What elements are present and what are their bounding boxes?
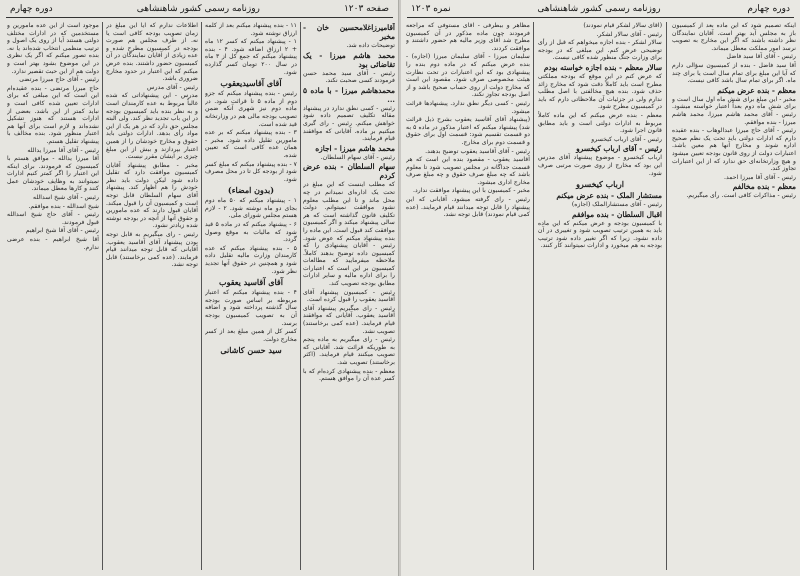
speaker-line: معظم - بنده عرض میکنم <box>717 85 796 95</box>
paragraph: ۱ - پیشنهاد میکنم که ۵۰ ماه دوم بجای دو ماه نوشته شود. ۲ - لازم هستم مجلس شورای ملی. <box>205 197 297 220</box>
paragraph: آقاسید یعقوب - مقصود بنده این است که هر قسمت جداگانه در مجلس تصویب شود تا معلوم باشد که چه مبلغ صرف حقوق و چه مبلغ صرف مخارج اداری میشود. <box>406 156 530 186</box>
paragraph: رئیس - آقای حاج میرزا مرتضی <box>19 76 99 84</box>
column-rule <box>102 22 103 570</box>
paragraph: رئیس - آقای حاج شیخ اسدالله قبول فرمودند. <box>7 211 99 226</box>
paragraph: رئیس - آقای سهام السلطان. <box>320 153 395 161</box>
paragraph: آقا میرزا یدالله - موافق هستم با کمیسیون که فرمودند. برای اینکه این اعتبار را اگر کمتر کنیم ادارات نمیتوانند به وظایف خودشان عمل کنند و کارها معطل میماند. <box>7 155 99 193</box>
newspaper-title: روزنامه رسمی کشور شاهنشاهی <box>537 4 661 14</box>
speaker-line: معظم - بنده مخالفم <box>732 182 796 192</box>
paragraph: رئیس - رای میگیریم پیشنهاد آقای آقاسید یعقوب. آقایانی که موافقند قیام فرمایند. (عده کمی برخاستند) تصویب نشد. <box>303 304 395 335</box>
right-col-3 <box>406 22 530 572</box>
paragraph: ۱۱ - بنده پیشنهاد میکنم بعد از کلمه ارزاق نوشته شود. <box>205 22 297 37</box>
page-number: صفحه ۱۲۰۳ <box>343 4 389 14</box>
paragraph: معظم - بنده پیشنهادی کرده‌ام که با کسر عدة آن را موافق هستم. <box>303 367 395 383</box>
issue-label: دوره چهارم <box>10 4 53 14</box>
speaker-line: سالار معظم - بنده اجازه خواسته بودم <box>543 62 662 72</box>
paragraph: موجود است از این عده مامورین و مستخدمین که در ادارات مختلف دولتی هستند آیا از روی یک اصول و ترتیب منظمی انتخاب شده‌اند یا نه. بنده تصور میکنم که اگر یک نظری در این موضوع بشود بهتر است و دولت هم از این حیث تقصیر ندارد. <box>7 22 99 75</box>
column-rule <box>666 22 667 570</box>
paragraph: معظم - بنده عرض میکنم که این ماده کاملاً مربوط به ادارات دولتی است و باید مطابق قانون اجرا شود. <box>538 111 662 135</box>
right-col-1 <box>672 22 796 572</box>
paragraph: اینکه تصمیم شود که این ماده بعد از کمیسیون باز به مجلس آید بهتر است. آقایان نمایندگان نظر داشته باشند که اگر این مخارج به تصویب نرسد امور مملکت معطل میماند. <box>672 22 796 52</box>
left-col-4 <box>7 22 99 572</box>
paragraph: رئیس - رای میگیریم به ماده پنجم به طوریکه قرائت شد. آقایانی که تصویب میکنند قیام فرمایند. (اکثر برخاستند) تصویب شد. <box>303 336 395 366</box>
right-page-header <box>407 3 794 18</box>
paragraph: آقا شیخ ابراهیم - بنده عرضی ندارم. <box>7 236 99 251</box>
paragraph: رئیس - بنده پیشنهاد میکنم که جزو دوم از ماده ۵ تا قرائت شود. در ماده دوم نیز شهری آنکه ضمن تصویب بودجه مالی هم در وزارتخانه قید شده است. <box>205 90 297 128</box>
paragraph: کسر کل از همین مبلغ بعد از کسر مخارج دولت. <box>205 328 297 343</box>
right-col-2 <box>538 22 662 572</box>
paragraph: رئیس - آقای شیخ اسدالله <box>33 194 99 202</box>
speaker-line: سهام السلطان - بنده عرض کردم <box>303 162 395 181</box>
paragraph: آقا سید فاضل - بنده از کمیسیون سؤالی دارم که آیا این مبلغ برای تمام سال است یا برای چند ماه. اگر برای تمام سال باشد کافی نیست. <box>672 61 796 85</box>
paragraph: رئیس - مذاکرات کافی است. رأی میگیریم. <box>686 192 796 200</box>
paragraph: ۱ - پیشنهاد میکنم که کسر ۱۲ ماه + ۲ ارزاق اضافه شود. ۴ - بنده پیشنهاد میکنم که جمع کل از ۳ ماه در سال ۲۰۰ تومان کسر گذارده شود. <box>205 38 297 76</box>
paragraph: حاج میرزا مرتضی - بنده عقیده‌ام این است که این مبلغی که برای ادارات تعیین شده کافی است و نباید کمتر از این باشد. بعضی از ادارات هستند که هنوز تشکیل نشده‌اند و لازم است برای آنها هم اعتبار منظور شود. بنده مخالف با پیشنهاد تقلیل هستم. <box>7 84 99 145</box>
speaker-line: محمدهاشم میرزا - با ماده ۵ ... <box>303 85 395 104</box>
paragraph: ۴ - بنده پیشنهاد میکنم که اعتبار مربوطه بر اساس صورت بودجه سال گذشته پرداخته شود و اضافه آن به تصویب کمیسیون بودجه برسد. <box>205 289 297 327</box>
issue-label: دوره چهارم <box>747 4 790 14</box>
paragraph: رئیس - آقای سالار لشکر. <box>596 30 662 38</box>
paragraph: رئیس - آقای سید محمد حسن فرمودند کسی صحبت نکند. <box>303 69 395 85</box>
paragraph: با کمیسیون بودجه و عرض میکنم که این ماده باید به همین ترتیب تصویب شود و تغییری در آن داده نشود. زیرا که اگر تغییر داده شود ترتیب بودجه به هم میخورد و ادارات نمیتوانند کار کنند. <box>538 219 662 250</box>
paragraph: مخبر - این مبلغ برای شش ماه اول سال است و برای شش ماه دوم بعداً اعتبار خواسته میشود. رئیس - آقای محمد هاشم میرزا. محمد هاشم میرزا - بنده موافقم. <box>672 95 796 126</box>
column-rule <box>300 22 301 570</box>
paragraph: مدرس - این پیشنهاداتی که شده غالباً مربوط به عده کارمندان است و به نظر بنده باید کمیسیون بودجه در این باب تجدید نظر کند. ولی البته مجلس حق دارد که در هر یک از این مواد رأی بدهد. ادارات دولتی باید حقوق و مخارج خودشان را از همین اعتبار بپردازند و بیش از این مبلغ چیزی بر ایشان مقرر نیست. <box>106 92 198 161</box>
section-heading: آقای آقاسید یعقوب <box>219 277 283 288</box>
newspaper-title: روزنامه رسمی کشور شاهنشاهی <box>136 4 260 14</box>
section-heading: ارباب کیخسرو <box>576 179 624 190</box>
paragraph: رئیس - آقای آقا سید فاضل <box>726 53 796 61</box>
paragraph: ۶ - پیشنهاد میکنم که در ماده ۵ قید شود که مالیات به موقع وصول گردد. <box>205 221 297 244</box>
paragraph: که مطلب اینست که این مبلغ در تحت یک اداره‌ای نمیدانم در چه محل ماند و تا این مطلب معلوم نشود موافقت نمیتوانم. دولت تکلیف قانون گذاشته است که هر سالی پیشنهاد میکند و اگر کمیسیون موافقت کند قبول است. این ماده را بنده پیشنهاد میکنم که عوض شود. رئیس - آقایان پیشنهادی را که کمیسیون داده توضیح بدهند کاملاً. ملاحظه میفرمایید که مطالعات کمیسیون بر این است که اعتبارات را برای اداره مالیه و سایر ادارات مطابق بودجه تصویب کند. <box>303 181 395 288</box>
paragraph: ۳ - بنده پیشنهاد میکنم که بر عده مامورین تقلیل داده شود. مخبر - همان عده کافی است که تعیین شده. <box>205 129 297 159</box>
paragraph: توضیحات داده شد. <box>346 42 395 49</box>
paragraph: سلیمان میرزا - آقای سلیمان میرزا (اجازه) - بنده عرض میکنم که در ماده دوم بنده را پیشنهادی بود که این اعتبارات در تحت نظارت هیئت مخصوصی صرف شود. مقصود این است که مخارج دولت از روی حساب صحیح باشد و از اصل بودجه تجاوز نکند. <box>406 53 530 99</box>
speaker-line: آقامیرزاغلامحسین خان - مخبر <box>303 23 395 41</box>
paragraph: سالار لشکر - بنده اجازه میخواهم که قبل از رأی توضیحی عرض کنم. این مبلغی که در بودجه برای وزارت جنگ منظور شده کافی نیست. <box>538 39 662 62</box>
paragraph: مظاهر و بیطرفی - آقای مستوفی که مراجعه فرمودند چون ماده مذکور در آن کمیسیون مطرح شد آقای وزیر مالیه هم حضور داشتند و موافقت کردند. <box>406 22 530 52</box>
paragraph: شیخ اسدالله - بنده موافقم. <box>28 202 99 210</box>
right-page <box>401 0 800 576</box>
left-col-3 <box>106 22 198 572</box>
paragraph: (پیشنهاد آقای آقاسید یعقوب بشرح ذیل قرائت شد) پیشنهاد میکنم که اعتبار مذکور در ماده ۵ به دو قسمت تقسیم شود: قسمت اول برای حقوق و قسمت دوم برای مخارج. <box>406 116 530 146</box>
column-rule <box>201 22 202 570</box>
speaker-line: رئیس - آقای ارباب کیخسرو <box>576 144 662 154</box>
paragraph: رئیس - کسی نطق ندارد در پیشنهاد مقاله تکلیف تصمیم داده شود خواهش میکنم. رئیس - رای گیری میکنیم بر ماده. آقایانی که موافقند قیام فرمایند. <box>303 104 395 143</box>
left-col-2 <box>205 22 297 572</box>
paragraph: رئیس - آقای آقاسید یعقوب توضیح بدهند. <box>425 147 530 155</box>
speaker-line: محمد هاشم میرزا - اجازه <box>315 143 395 153</box>
paragraph: رئیس - کمیسیون پیشنهاد آقای آقاسید یعقوب را قبول کرده است. <box>303 288 395 304</box>
page-number: نمره ۱۲۰۳ <box>411 4 451 14</box>
paragraph: رئیس - آقای آقا میرزا یدالله <box>27 146 99 154</box>
speaker-line: اقبال السلطان - بنده موافقم <box>572 209 662 219</box>
paragraph: رئیس - آقای مستشارالملک (اجازه) <box>571 201 662 209</box>
left-page <box>0 0 399 576</box>
paragraph: رئیس - آقای ارباب کیخسرو <box>591 135 662 143</box>
paragraph: مخبر - کمیسیون با این پیشنهاد موافقت ندارد. <box>413 187 530 195</box>
paragraph: که عرض کنم در این موقع که بودجه مملکتی مطرح است باید کاملاً دقت شود که مخارج زائد حذف شود. بنده هیچ مخالفتی با اصل مطلب ندارم ولی در جزئیات آن ملاحظاتی دارم که باید در کمیسیون مطرح شود. <box>538 72 662 111</box>
paragraph: رئیس - آقای آقا میرزا احمد. <box>724 173 796 181</box>
speaker-line: مستشار الملک - بنده عرض میکنم <box>556 191 662 201</box>
paragraph: رئیس - رای میگیریم به قابل توجه بودن پیشنهاد آقای آقاسید یعقوب. آقایانی که قابل توجه میدانند قیام فرمایند. (عده کمی برخاستند) قابل توجه نشد. <box>106 231 198 269</box>
paragraph: رئیس - آقای حاج میرزا عبدالوهاب - بنده عقیده دارم که ادارات دولتی باید تحت یک نظم صحیح اداره شوند و مخارج آنها هم معین باشد. اعتبارات دولت از روی قانون بودجه تعیین میشود و هیچ وزارتخانه‌ای حق ندارد که از این اعتبارات تجاوز کند. <box>672 127 796 173</box>
section-heading: سید حسن کاشانی <box>220 345 282 356</box>
paragraph: رئیس - کسی دیگر نطق ندارد. پیشنهادها قرائت میشود. <box>406 99 530 115</box>
column-rule <box>533 22 534 570</box>
paragraph: رئیس - رای گرفته میشود. آقایانی که این پیشنهاد را قابل توجه میدانند قیام فرمایند. (عده کمی قیام نمودند) قابل توجه نشد. <box>406 196 530 219</box>
left-page-header <box>6 3 393 18</box>
paragraph: (آقای سالار لشکر قیام نمودند) <box>583 22 662 29</box>
section-heading: (بدون امضاء) <box>227 185 275 196</box>
section-heading: آقای آقاسیدیعقوب <box>220 78 282 89</box>
paragraph: ارباب کیخسرو - موضوع پیشنهاد آقای مدرس این بود که مخارج از روی صورت مرتبی صرف شود. <box>538 154 662 177</box>
paragraph: ۷ - بنده پیشنهاد میکنم که مبلغ کسر شود از بودجه کل تا در محل مصرف شود. <box>205 160 297 183</box>
paragraph: اطلاعات ندارم که آیا این مبلغ در زمان تصویب بودجه کافی است یا نه. از طرف مجلس هم صورت بودجه در کمیسیون مطرح شده و عده زیادی از آقایان نمایندگان در آن کمیسیون حضور داشتند. بنده عرض میکنم که این اعتبار در حدود مخارج ضروری باشد. <box>106 22 198 83</box>
paragraph: رئیس - آقای مدرس <box>147 83 198 91</box>
speaker-line: محمد هاشم میرزا - یک تقاضائی بود <box>303 50 395 69</box>
left-col-1 <box>303 22 395 572</box>
paragraph: ۵ - بنده پیشنهاد میکنم که عده کارمندان وزارت مالیه تقلیل داده شود و همچنین در حقوق آنها تجدید نظر شود. <box>205 244 297 275</box>
paragraph: مخبر - مطابق پیشنهاد آقایان کمیسیون موافقت دارد که تقلیل داده شود لیکن دولت باید نظر خودش را هم اظهار کند. پیشنهاد آقای سهام السلطان قابل توجه است و کمیسیون آن را قبول میکند. آقایان قبول دارند که عده مامورین و حقوق آنها از آنچه در بودجه نوشته شده زیادتر نشود. <box>106 161 198 230</box>
paragraph: رئیس - آقای آقا شیخ ابراهیم <box>25 227 99 235</box>
